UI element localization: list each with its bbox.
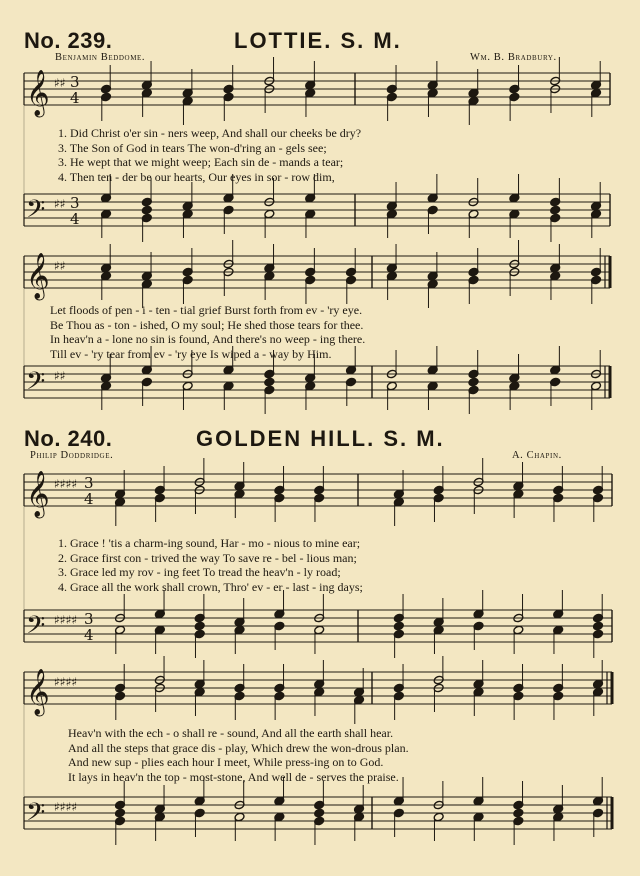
note-head [393, 621, 404, 631]
lyric-line: It lays in heav'n the top - most-stone, And well de - serves the praise. [68, 769, 399, 784]
author-credit: Benjamin Beddome. [55, 52, 146, 63]
lyric-line: Be Thou as - ton - ished, O my soul; He shed those tears for thee. [50, 317, 364, 332]
key-signature: ♯♯♯♯ [54, 800, 78, 814]
hymn-title: GOLDEN HILL. S. M. [196, 426, 445, 451]
note-head [115, 808, 126, 818]
lyric-line: Let floods of pen - i - ten - tial grief Burst forth from ev - 'ry eye. [50, 303, 363, 317]
note-head [141, 205, 152, 215]
hymn-number: No. 240. [24, 426, 113, 451]
bass-clef: 𝄢 [26, 611, 46, 646]
treble-clef: 𝄞 [26, 669, 50, 715]
key-signature: ♯♯ [54, 259, 66, 273]
note-head [550, 205, 561, 215]
bass-clef: 𝄢 [26, 798, 46, 833]
key-signature: ♯♯♯♯ [54, 613, 78, 627]
lyric-line: Till ev - 'ry tear from ev - 'ry eye Is wiped a - way by Him. [50, 346, 332, 361]
lyric-line: In heav'n a - lone no sin is found, And there's no weep - ing there. [50, 332, 366, 346]
lyric-line: 2. Grace first con - trived the way To save re - bel - lious man; [58, 550, 357, 565]
lyric-line: 1. Grace ! 'tis a charm-ing sound, Har - mo - nious to mine ear; [58, 536, 361, 550]
composer-credit: A. Chapin. [512, 450, 562, 461]
time-signature: 4 [84, 490, 94, 508]
time-signature: 4 [70, 210, 80, 228]
note-head [513, 808, 524, 818]
time-signature: 3 [70, 194, 80, 212]
time-signature: 4 [84, 626, 94, 644]
key-signature: ♯♯ [54, 369, 66, 383]
note-head [194, 621, 205, 631]
lyric-line: And new sup - plies each hour I meet, While press-ing on to God. [68, 755, 384, 769]
bass-clef: 𝄢 [26, 367, 46, 402]
note-head [468, 377, 479, 387]
note-head [593, 621, 604, 631]
treble-clef: 𝄞 [26, 471, 50, 517]
lyric-line: 4. Grace all the work shall crown, Thro' ev - er - last - ing days; [58, 579, 363, 594]
hymn-title: LOTTIE. S. M. [234, 28, 402, 53]
treble-clef: 𝄞 [26, 253, 50, 299]
lyric-line: And all the steps that grace dis - play, Which drew the won-drous plan. [68, 740, 409, 755]
treble-clef: 𝄞 [26, 70, 50, 116]
time-signature: 3 [84, 610, 94, 628]
key-signature: ♯♯ [54, 197, 66, 211]
lyric-line: 3. The Son of God in tears The won-d'ring an - gels see; [58, 140, 327, 155]
key-signature: ♯♯♯♯ [54, 477, 78, 491]
lyric-line: 1. Did Christ o'er sin - ners weep, And shall our cheeks be dry? [58, 126, 362, 140]
time-signature: 3 [70, 73, 80, 91]
lyric-line: Heav'n with the ech - o shall re - sound, And all the earth shall hear. [68, 726, 394, 740]
composer-credit: Wm. B. Bradbury. [470, 52, 557, 63]
note-head [314, 808, 325, 818]
lyric-line: 4. Then ten - der be our hearts, Our eyes in sor - row dim, [58, 169, 335, 184]
bass-clef: 𝄢 [26, 195, 46, 230]
lyric-line: 3. Grace led my rov - ing feet To tread the heav'n - ly road; [58, 565, 341, 579]
note-head [264, 377, 275, 387]
hymn-number: No. 239. [24, 28, 113, 53]
time-signature: 3 [84, 474, 94, 492]
key-signature: ♯♯ [54, 76, 66, 90]
key-signature: ♯♯♯♯ [54, 675, 78, 689]
lyric-line: 3. He wept that we might weep; Each sin de - mands a tear; [58, 155, 344, 169]
time-signature: 4 [70, 89, 80, 107]
author-credit: Philip Doddridge. [30, 450, 114, 461]
